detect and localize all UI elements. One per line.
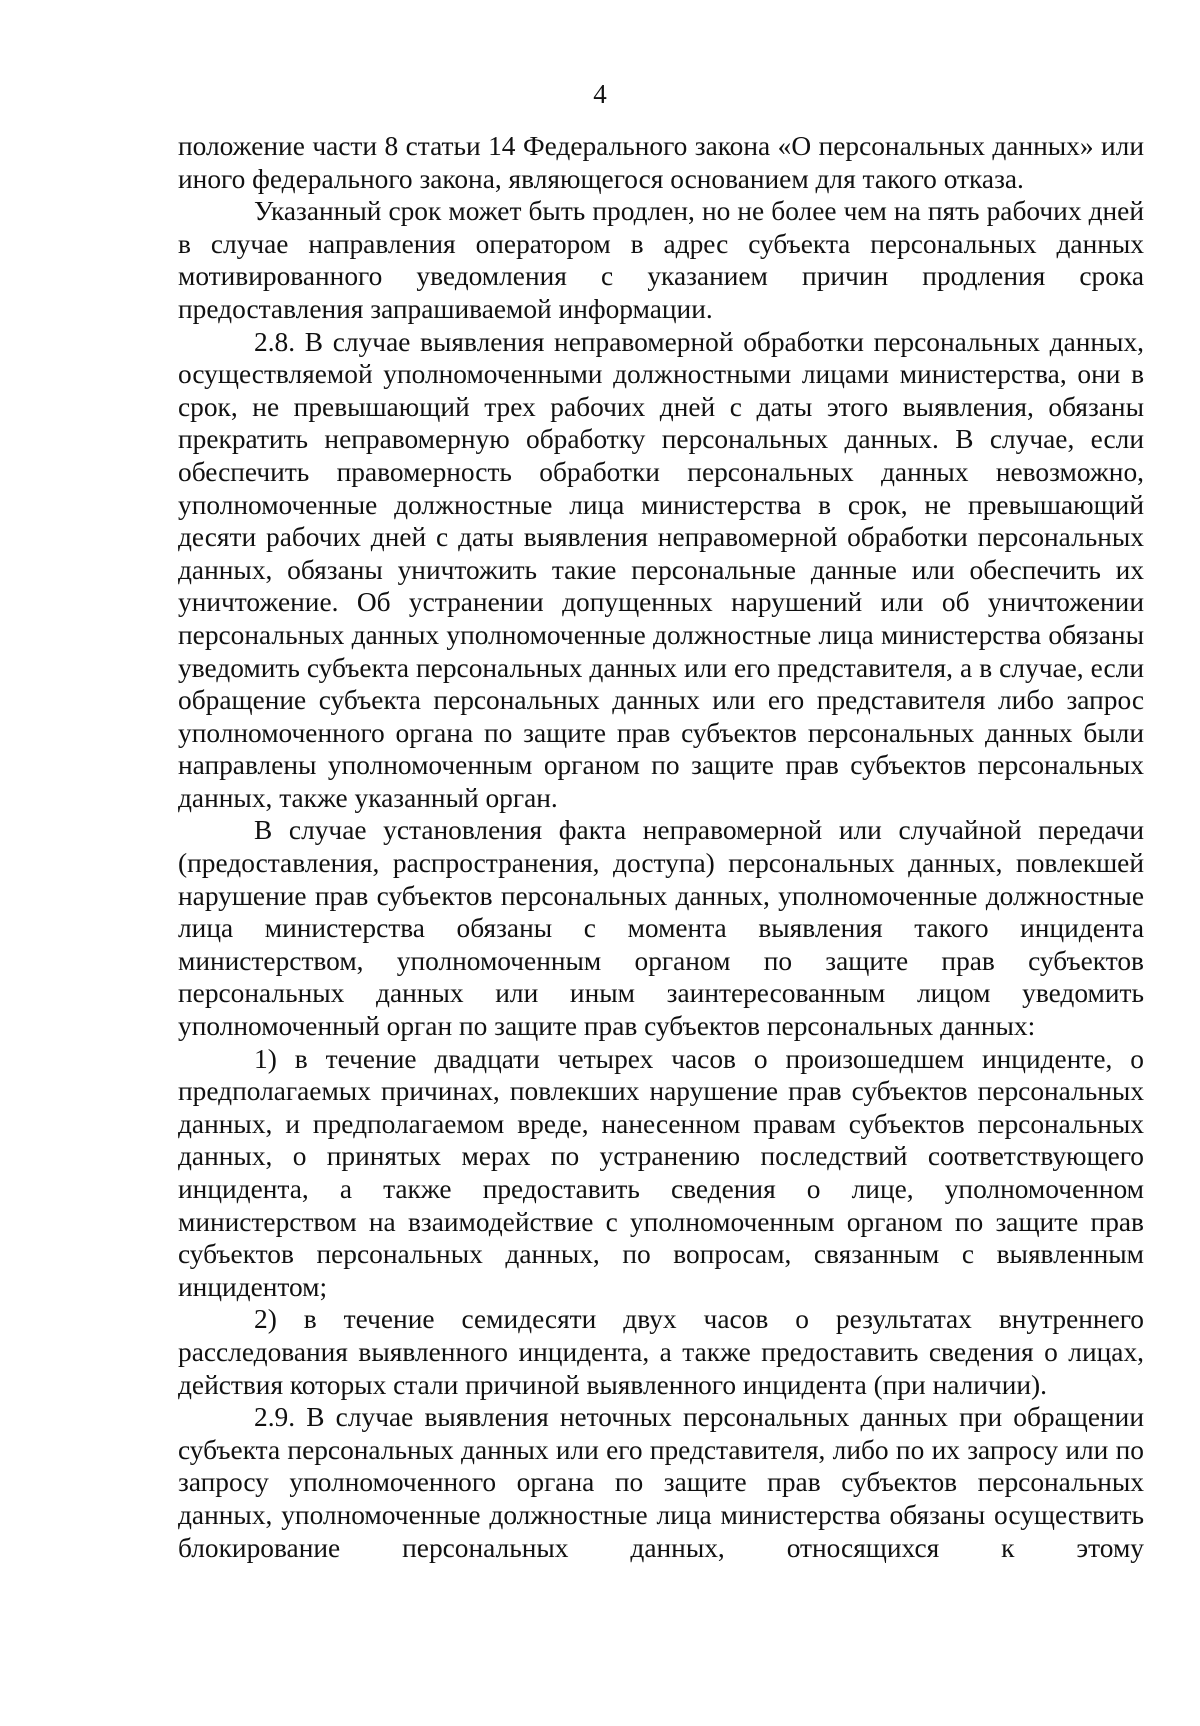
paragraph-2-9: 2.9. В случае выявления неточных персональных данных при обращении субъекта персональных данных или его представителя, либо по их запросу или по запросу уполномоченного органа по защите прав субъектов персональных данных, уполномоченные должностные лица министерства обязаны осуществить блокирование персональных данных, относящихся к этому <box>178 1402 1144 1563</box>
document-body <box>178 130 1144 1564</box>
list-item-1: 1) в течение двадцати четырех часов о произошедшем инциденте, о предполагаемых причинах, повлекших нарушение прав субъектов персональных данных, и предполагаемом вреде, нанесенном правам субъектов персональных данных, о принятых мерах по устранению последствий соответствующего инцидента, а также предоставить сведения о лице, уполномоченном министерством на взаимодействие с уполномоченным органом по защите прав субъектов персональных данных, по вопросам, связанным с выявленным инцидентом; <box>178 1043 1144 1302</box>
paragraph-2-8: 2.8. В случае выявления неправомерной обработки персональных данных, осуществляемой уполномоченными должностными лицами министерства, они в срок, не превышающий трех рабочих дней с даты этого выявления, обязаны прекратить неправомерную обработку персональных данных. В случае, если обеспечить правомерность обработки персональных данных невозможно, уполномоченные должностные лица министерства в срок, не превышающий десяти рабочих дней с даты выявления неправомерной обработки персональных данных, обязаны уничтожить такие персональные данные или обеспечить их уничтожение. Об устранении допущенных нарушений или об уничтожении персональных данных уполномоченные должностные лица министерства обязаны уведомить субъекта персональных данных или его представителя, а в случае, если обращение субъекта персональных данных или его представителя либо запрос уполномоченного органа по защите прав субъектов персональных данных были направлены уполномоченным органом по защите прав субъектов персональных данных, также указанный орган. <box>178 326 1144 813</box>
page-number: 4 <box>593 79 607 109</box>
paragraph-continuation: положение части 8 статьи 14 Федерального закона «О персональных данных» или иного федерального закона, являющегося основанием для такого отказа. <box>178 131 1144 194</box>
list-item-2: 2) в течение семидесяти двух часов о результатах внутреннего расследования выявленного инцидента, а также предоставить сведения о лицах, действия которых стали причиной выявленного инцидента (при наличии). <box>178 1304 1144 1400</box>
paragraph-incident-notification: В случае установления факта неправомерной или случайной передачи (предоставления, распространения, доступа) персональных данных, повлекшей нарушение прав субъектов персональных данных, уполномоченные должностные лица министерства обязаны с момента выявления такого инцидента министерством, уполномоченным органом по защите прав субъектов персональных данных или иным заинтересованным лицом уведомить уполномоченный орган по защите прав субъектов персональных данных: <box>178 815 1144 1042</box>
paragraph-deadline-extension: Указанный срок может быть продлен, но не более чем на пять рабочих дней в случае направления оператором в адрес субъекта персональных данных мотивированного уведомления с указанием причин продления срока предоставления запрашиваемой информации. <box>178 196 1144 324</box>
